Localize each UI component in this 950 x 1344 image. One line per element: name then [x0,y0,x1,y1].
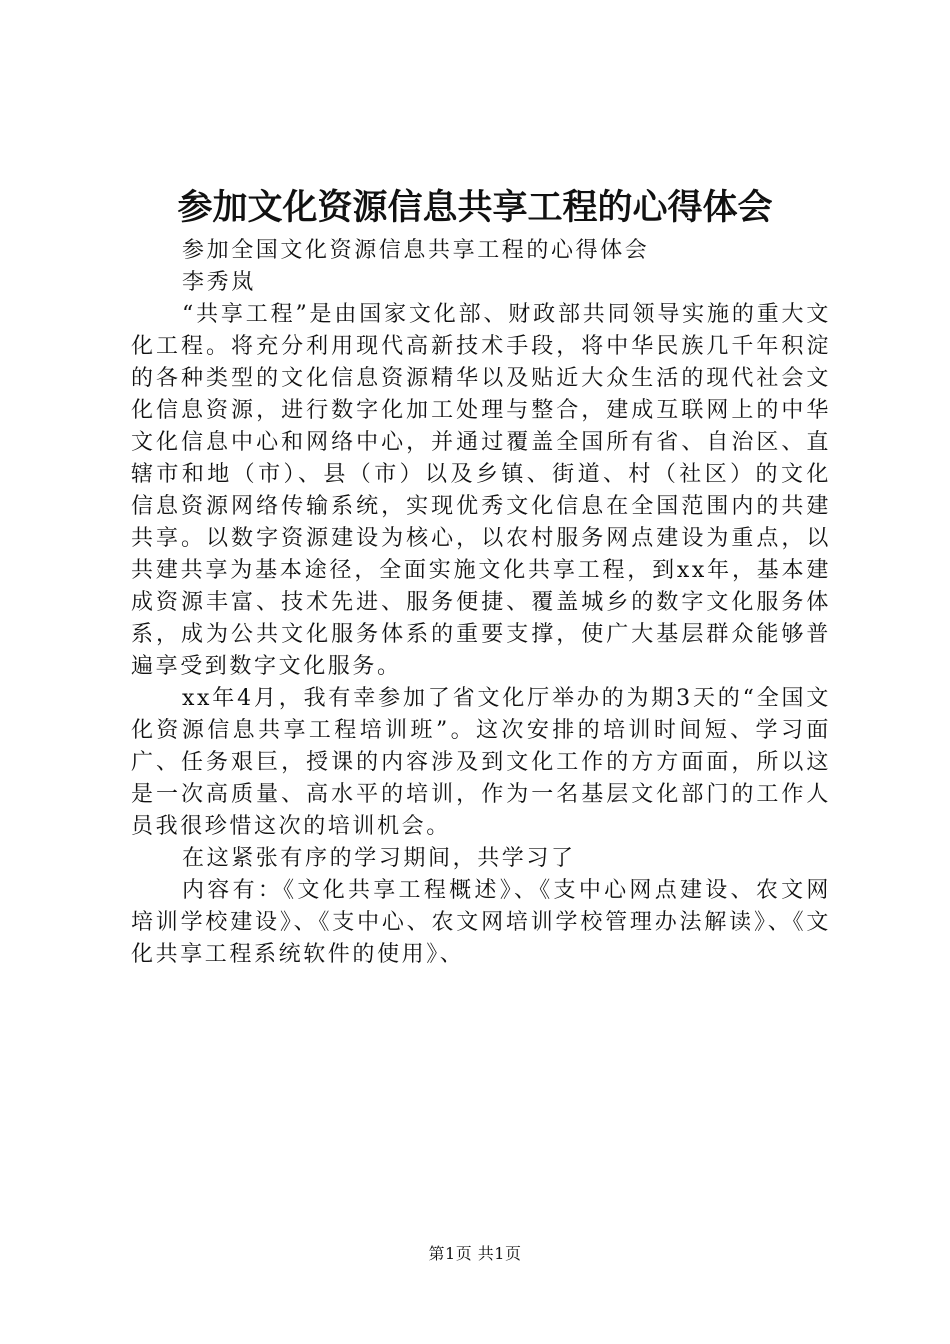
document-subtitle: 参加全国文化资源信息共享工程的心得体会 [182,238,650,263]
document-author: 李秀岚 [182,270,256,295]
document-body [131,235,831,971]
paragraph-2: xx年4月，我有幸参加了省文化厅举办的为期3天的“全国文化资源信息共享工程培训班”。这次安排的培训时间短、学习面广、任务艰巨，授课的内容涉及到文化工作的方方面面，所以这是一次高质量、高水平的培训，作为一名基层文化部门的工作人员我很珍惜这次的培训机会。 [131,686,831,839]
page-number-footer: 第1页 共1页 [428,1244,522,1263]
paragraph-4: 内容有：《文化共享工程概述》、《支中心网点建设、农文网培训学校建设》、《支中心、农文网培训学校管理办法解读》、《文化共享工程系统软件的使用》、 [131,878,831,967]
document-title: 参加文化资源信息共享工程的心得体会 [177,187,773,228]
paragraph-3: 在这紧张有序的学习期间，共学习了 [182,846,576,871]
paragraph-1: “共享工程”是由国家文化部、财政部共同领导实施的重大文化工程。将充分利用现代高新技术手段，将中华民族几千年积淀的各种类型的文化信息资源精华以及贴近大众生活的现代社会文化信息资源，进行数字化加工处理与整合，建成互联网上的中华文化信息中心和网络中心，并通过覆盖全国所有省、自治区、直辖市和地（市）、县（市）以及乡镇、街道、村（社区）的文化信息资源网络传输系统，实现优秀文化信息在全国范围内的共建共享。以数字资源建设为核心，以农村服务网点建设为重点，以共建共享为基本途径，全面实施文化共享工程，到xx年，基本建成资源丰富、技术先进、服务便捷、覆盖城乡的数字文化服务体系，成为公共文化服务体系的重要支撑，使广大基层群众能够普遍享受到数字文化服务。 [131,302,831,679]
